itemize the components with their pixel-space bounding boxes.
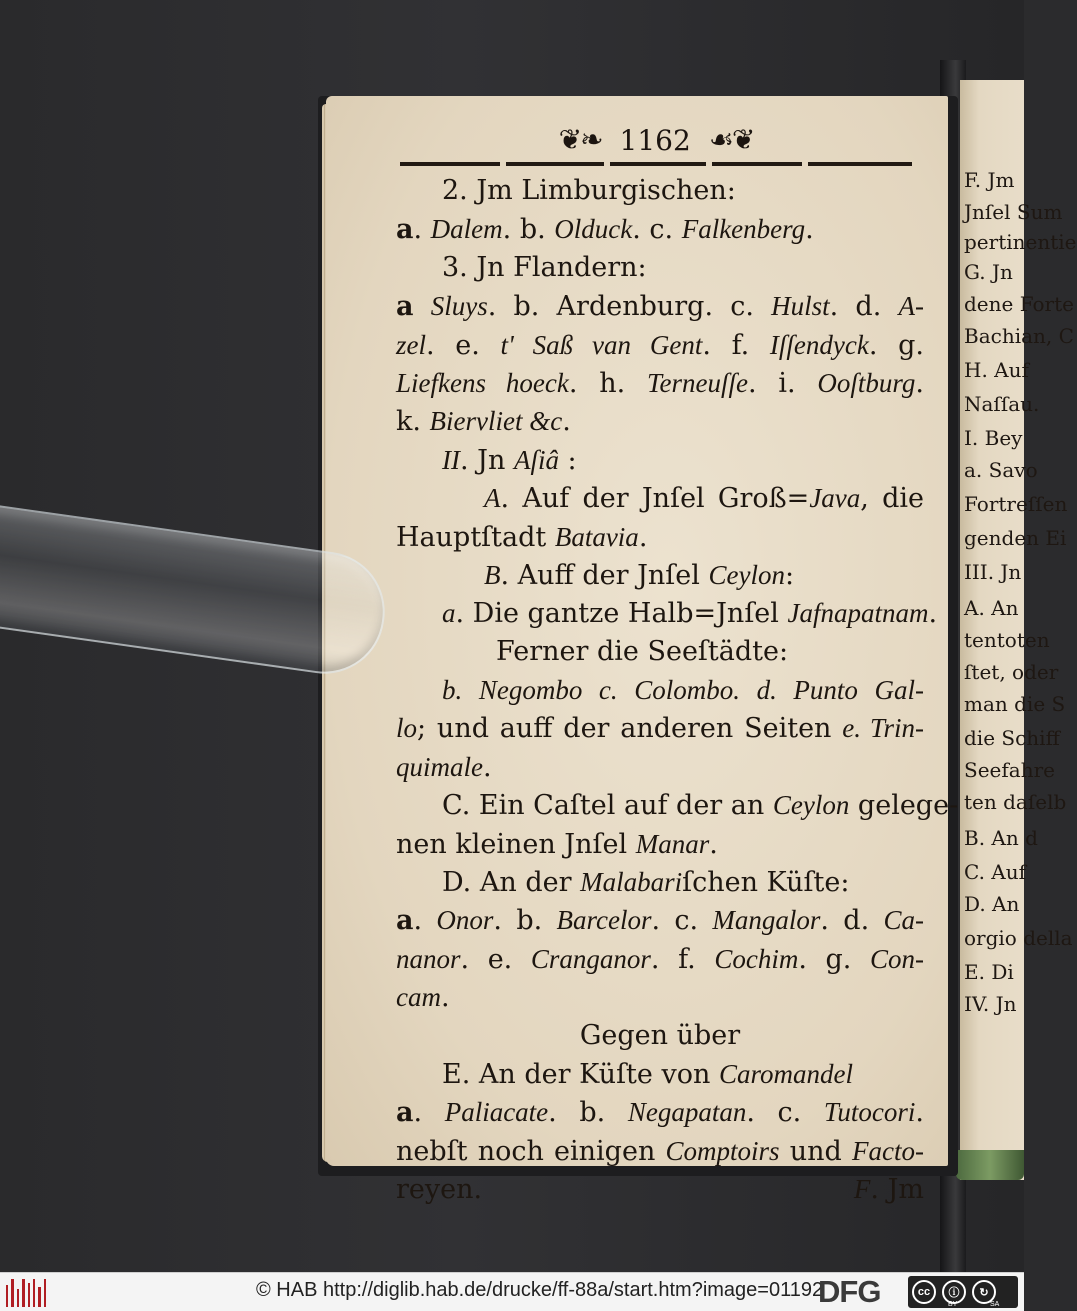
- facing-page-line: genden Ei: [964, 526, 1067, 550]
- page-text: [396, 172, 959, 1209]
- facing-page-line: Jnſel Sum: [964, 200, 1063, 224]
- hab-logo-icon: [6, 1277, 46, 1307]
- text-line: Hauptſtadt Batavia.: [396, 521, 648, 553]
- facing-page-line: man die S: [964, 692, 1066, 716]
- text-line: reyen. F. Jm: [396, 1174, 924, 1206]
- text-line: 2. Jm Limburgischen:: [442, 175, 736, 206]
- facing-page-line: I. Bey: [964, 426, 1023, 450]
- facing-page: [960, 80, 1077, 1180]
- header-rule-1: [400, 162, 500, 166]
- header-rule-2: [506, 162, 604, 166]
- cc-license-badge[interactable]: [908, 1276, 1018, 1308]
- right-ornament-icon: ☙❦: [708, 123, 754, 156]
- text-line: nebſt noch einigen Comptoirs und Facto-: [396, 1135, 924, 1167]
- page-number: 1162: [619, 123, 691, 157]
- license-by-label: BY: [948, 1301, 958, 1308]
- facing-page-line: tentoten: [964, 628, 1050, 652]
- facing-page-line: Seefahre: [964, 758, 1055, 782]
- text-line: a. Die gantze Halb=Jnſel Jafnapatnam.: [442, 598, 938, 630]
- facing-page-line: Naſſau.: [964, 392, 1040, 416]
- text-line: cam.: [396, 982, 450, 1014]
- text-line: Ferner die Seeſtädte:: [496, 635, 789, 667]
- copyright-link[interactable]: © HAB http://diglib.hab.de/drucke/ff-88a/start.htm?image=01192: [256, 1279, 824, 1301]
- facing-page-line: F. Jm: [964, 168, 1015, 192]
- text-line: II. Jn Aſiâ :: [442, 444, 577, 476]
- facing-page-line: G. Jn: [964, 260, 1013, 284]
- left-ornament-icon: ❦❧: [558, 123, 602, 156]
- facing-page-line: C. Auf: [964, 860, 1027, 884]
- text-line: Gegen über: [579, 1019, 741, 1051]
- facing-page-line: ſtet, oder: [964, 660, 1059, 684]
- facing-page-line: III. Jn: [964, 560, 1022, 584]
- facing-page-binding: [956, 1150, 1024, 1180]
- text-line: D. An der Malabariſchen Küſte:: [442, 867, 850, 899]
- text-line: E. An der Küſte von Caromandel: [442, 1058, 853, 1090]
- text-line: a. Dalem. b. Olduck. c. Falkenberg.: [396, 214, 814, 246]
- dfg-logo: DFG: [818, 1274, 881, 1309]
- text-line: lo; und auff der anderen Seiten e. Trin-: [396, 713, 925, 745]
- text-line: b. Negombo c. Colombo. d. Punto Gal-: [442, 675, 924, 706]
- text-line: B. Auff der Jnſel Ceylon:: [484, 559, 795, 591]
- cc-icon: cc: [912, 1280, 936, 1304]
- facing-page-line: die Schiff: [964, 726, 1060, 750]
- page-header: [400, 118, 912, 162]
- facing-page-line: Bachian, C: [964, 324, 1074, 348]
- header-rule-4: [712, 162, 802, 166]
- text-line: nen kleinen Jnſel Manar.: [396, 828, 718, 860]
- text-line: zel. e. t' Saß van Gent. f. Iſſendyck. g.: [396, 329, 924, 361]
- text-line: C. Ein Caſtel auf der an Ceylon gelege-: [442, 790, 959, 822]
- facing-page-line: E. Di: [964, 960, 1014, 984]
- footer-bar: [0, 1272, 1024, 1311]
- facing-page-line: pertinentie: [964, 230, 1077, 254]
- text-line: a. Onor. b. Barcelor. c. Mangalor. d. Ca-: [396, 905, 924, 937]
- facing-page-line: IV. Jn: [964, 992, 1017, 1016]
- facing-page-line: orgio della: [964, 926, 1073, 950]
- text-line: a Sluys. b. Ardenburg. c. Hulst. d. A-: [396, 291, 924, 323]
- facing-page-line: A. An: [964, 596, 1019, 620]
- header-rule-3: [610, 162, 706, 166]
- facing-page-line: H. Auf: [964, 358, 1029, 382]
- text-line: 3. Jn Flandern:: [442, 251, 647, 283]
- facing-page-line: B. An d: [964, 826, 1038, 850]
- text-line: Liefkens hoeck. h. Terneuſſe. i. Ooſtburg.: [396, 367, 924, 399]
- text-line: a. Paliacate. b. Negapatan. c. Tutocori.: [396, 1097, 924, 1129]
- facing-page-line: Fortreſſen: [964, 492, 1068, 516]
- sa-icon: ↻: [972, 1280, 996, 1304]
- facing-page-line: dene Forte: [964, 292, 1074, 316]
- text-line: k. Biervliet &c.: [396, 406, 571, 438]
- facing-page-line: a. Savo: [964, 458, 1038, 482]
- text-line: quimale.: [396, 751, 492, 783]
- facing-page-line: ten daſelb: [964, 790, 1067, 814]
- header-rule-5: [808, 162, 912, 166]
- text-line: A. Auf der Jnſel Groß=Java, die: [484, 483, 925, 515]
- by-icon: ⓘ: [942, 1280, 966, 1304]
- license-sa-label: SA: [990, 1301, 1000, 1308]
- text-line: nanor. e. Cranganor. f. Cochim. g. Con-: [396, 943, 924, 975]
- facing-page-line: D. An: [964, 892, 1020, 916]
